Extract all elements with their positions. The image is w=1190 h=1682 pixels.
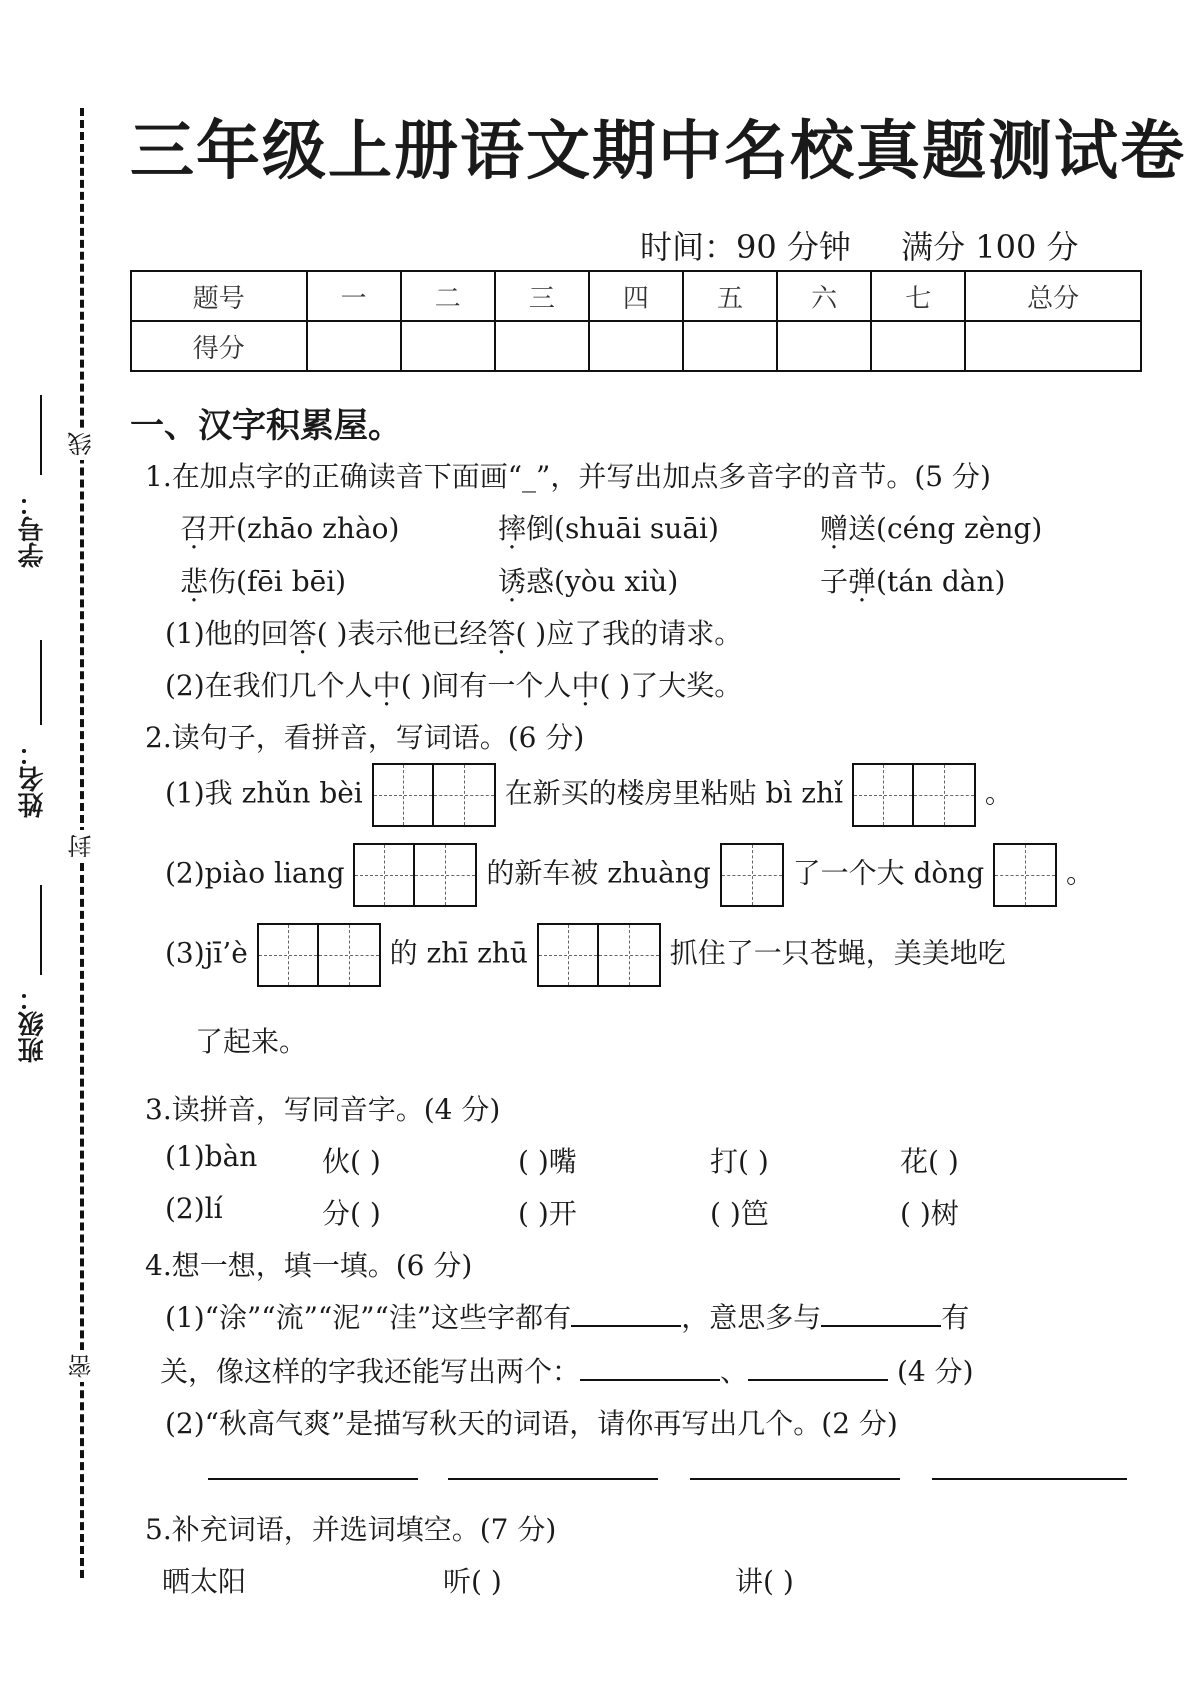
name-label: 姓名： [18, 740, 48, 818]
q1-prompt: 1.在加点字的正确读音下面画“_”，并写出加点多音字的音节。(5 分) [145, 460, 991, 493]
score-input-cell[interactable] [871, 321, 965, 371]
q5-item: 晒太阳 [162, 1565, 247, 1598]
answer-line[interactable] [932, 1478, 1127, 1480]
text: 的 zhī zhū [389, 936, 528, 970]
text: 。 [1066, 856, 1095, 890]
q3-blank[interactable]: 伙( ) [322, 1145, 381, 1178]
q5-blank[interactable]: 讲( ) [735, 1565, 794, 1598]
dotted-char: 中 [372, 669, 401, 702]
dotted-char: 召 [180, 512, 209, 545]
text: 的新车被 zhuàng [486, 856, 711, 890]
seal-line-text: 线 [64, 428, 99, 460]
dotted-char: 摔 [498, 512, 527, 545]
text: (1)“涂”“流”“泥”“洼”这些字都有 [165, 1301, 572, 1334]
q1-item-text: 倒(shuāi suāi) [526, 512, 719, 545]
q1-sentence-2 [165, 664, 742, 704]
q1-item-text: 惑(yòu xiù) [526, 565, 679, 598]
text: 。 [984, 776, 1013, 810]
q4-sentence-1-cont [160, 1350, 974, 1390]
text: 抓住了一只苍蝇，美美地吃 [669, 936, 1006, 970]
text: ，意思多与 [681, 1301, 822, 1334]
dotted-char: 答 [288, 617, 317, 650]
q5-prompt: 5.补充词语，并选词填空。(7 分) [145, 1513, 557, 1546]
score-input-cell[interactable] [683, 321, 777, 371]
q2-line-3 [165, 923, 1006, 987]
score-cell: 题号 [131, 271, 307, 321]
tianzige-box[interactable] [372, 763, 496, 827]
text: ( )表示他已经 [316, 617, 488, 650]
answer-blank[interactable] [821, 1299, 941, 1327]
student-id-label: 学号： [18, 490, 48, 568]
q2-line-3-cont: 了起来。 [195, 1025, 308, 1058]
q3-blank[interactable]: ( )嘴 [518, 1145, 577, 1178]
q3-row-1: (1)bàn [165, 1140, 258, 1173]
answer-blank[interactable] [571, 1299, 681, 1327]
answer-blank[interactable] [748, 1353, 888, 1381]
text: 在新买的楼房里粘贴 bì zhǐ [504, 776, 843, 810]
q1-item-text: 送(céng zèng) [848, 512, 1043, 545]
class-label: 班级： [18, 985, 48, 1063]
q3-blank[interactable]: ( )树 [900, 1197, 959, 1230]
q3-blank[interactable]: 分( ) [322, 1197, 381, 1230]
text: ( )了大奖。 [599, 669, 743, 702]
q5-blank[interactable]: 听( ) [443, 1565, 502, 1598]
class-blank[interactable] [40, 885, 42, 975]
student-id-blank[interactable] [40, 395, 42, 475]
seal-seal-text: 封 [64, 830, 99, 862]
score-table-header-row [131, 271, 1141, 321]
score-cell: 二 [401, 271, 495, 321]
score-input-cell[interactable] [589, 321, 683, 371]
score-cell: 三 [495, 271, 589, 321]
q4-prompt: 4.想一想，填一填。(6 分) [145, 1249, 473, 1282]
q3-prompt: 3.读拼音，写同音字。(4 分) [145, 1093, 501, 1126]
text: (2)在我们几个人 [165, 669, 373, 702]
score-cell: 总分 [965, 271, 1141, 321]
score-cell: 一 [307, 271, 401, 321]
dotted-char: 弹 [848, 565, 877, 598]
score-input-cell[interactable] [401, 321, 495, 371]
exam-full-score: 满分 100 分 [901, 228, 1079, 266]
text: (4 分) [896, 1355, 974, 1388]
q2-prompt: 2.读句子，看拼音，写词语。(6 分) [145, 721, 585, 754]
tianzige-box[interactable] [353, 843, 477, 907]
q1-item-text: 子 [820, 565, 849, 598]
score-table [130, 270, 1142, 372]
score-row-label: 得分 [131, 321, 307, 371]
score-table-score-row [131, 321, 1141, 371]
score-input-cell[interactable] [307, 321, 401, 371]
score-input-cell[interactable] [495, 321, 589, 371]
answer-line[interactable] [448, 1478, 658, 1480]
score-cell: 七 [871, 271, 965, 321]
text: 、 [720, 1355, 749, 1388]
text: (1)他的回 [165, 617, 289, 650]
answer-line[interactable] [690, 1478, 900, 1480]
q1-item [180, 560, 346, 600]
text: ( )间有一个人 [400, 669, 572, 702]
dotted-char: 中 [571, 669, 600, 702]
exam-title: 三年级上册语文期中名校真题测试卷 [130, 114, 1186, 189]
dotted-char: 赠 [820, 512, 849, 545]
q1-item [820, 507, 1042, 547]
q1-item-text: 开(zhāo zhào) [208, 512, 400, 545]
q1-item [180, 507, 399, 547]
q4-sentence-2: (2)“秋高气爽”是描写秋天的词语，请你再写出几个。(2 分) [165, 1407, 898, 1440]
text: 了一个大 dòng [792, 856, 985, 890]
q3-blank[interactable]: 花( ) [900, 1145, 959, 1178]
q3-blank[interactable]: ( )开 [518, 1197, 577, 1230]
dotted-char: 答 [487, 617, 516, 650]
q1-item [498, 560, 678, 600]
score-input-cell[interactable] [965, 321, 1141, 371]
text: ( )应了我的请求。 [515, 617, 743, 650]
score-cell: 五 [683, 271, 777, 321]
q3-blank[interactable]: 打( ) [710, 1145, 769, 1178]
seal-secret-text: 密 [64, 1350, 99, 1382]
q2-line-1 [165, 763, 1013, 827]
q1-item [820, 560, 1005, 600]
q1-sentence-1 [165, 612, 742, 652]
section-heading: 一、汉字积累屋。 [130, 406, 402, 446]
score-cell: 四 [589, 271, 683, 321]
text: 关，像这样的字我还能写出两个： [160, 1355, 581, 1388]
text: 有 [941, 1301, 970, 1334]
exam-time: 时间：90 分钟 [640, 228, 851, 266]
exam-meta [640, 222, 1119, 268]
answer-blank[interactable] [580, 1353, 720, 1381]
text: (2)piào liang [165, 856, 345, 890]
text: (1)我 zhǔn bèi [165, 776, 363, 810]
tianzige-box[interactable] [993, 843, 1057, 907]
answer-line[interactable] [208, 1478, 418, 1480]
q3-blank[interactable]: ( )笆 [710, 1197, 769, 1230]
q1-item-text: (tán dàn) [876, 565, 1006, 598]
name-blank[interactable] [40, 640, 42, 725]
score-input-cell[interactable] [777, 321, 871, 371]
tianzige-box[interactable] [720, 843, 784, 907]
score-cell: 六 [777, 271, 871, 321]
q3-row-2: (2)lí [165, 1192, 223, 1225]
dotted-char: 悲 [180, 565, 209, 598]
tianzige-box[interactable] [257, 923, 381, 987]
q4-sentence-1 [165, 1296, 969, 1336]
tianzige-box[interactable] [852, 763, 976, 827]
text: (3)jī’è [165, 936, 248, 970]
q2-line-2 [165, 843, 1094, 907]
q1-item-text: 伤(fēi bēi) [208, 565, 347, 598]
q1-item [498, 507, 719, 547]
dotted-char: 诱 [498, 565, 527, 598]
tianzige-box[interactable] [537, 923, 661, 987]
